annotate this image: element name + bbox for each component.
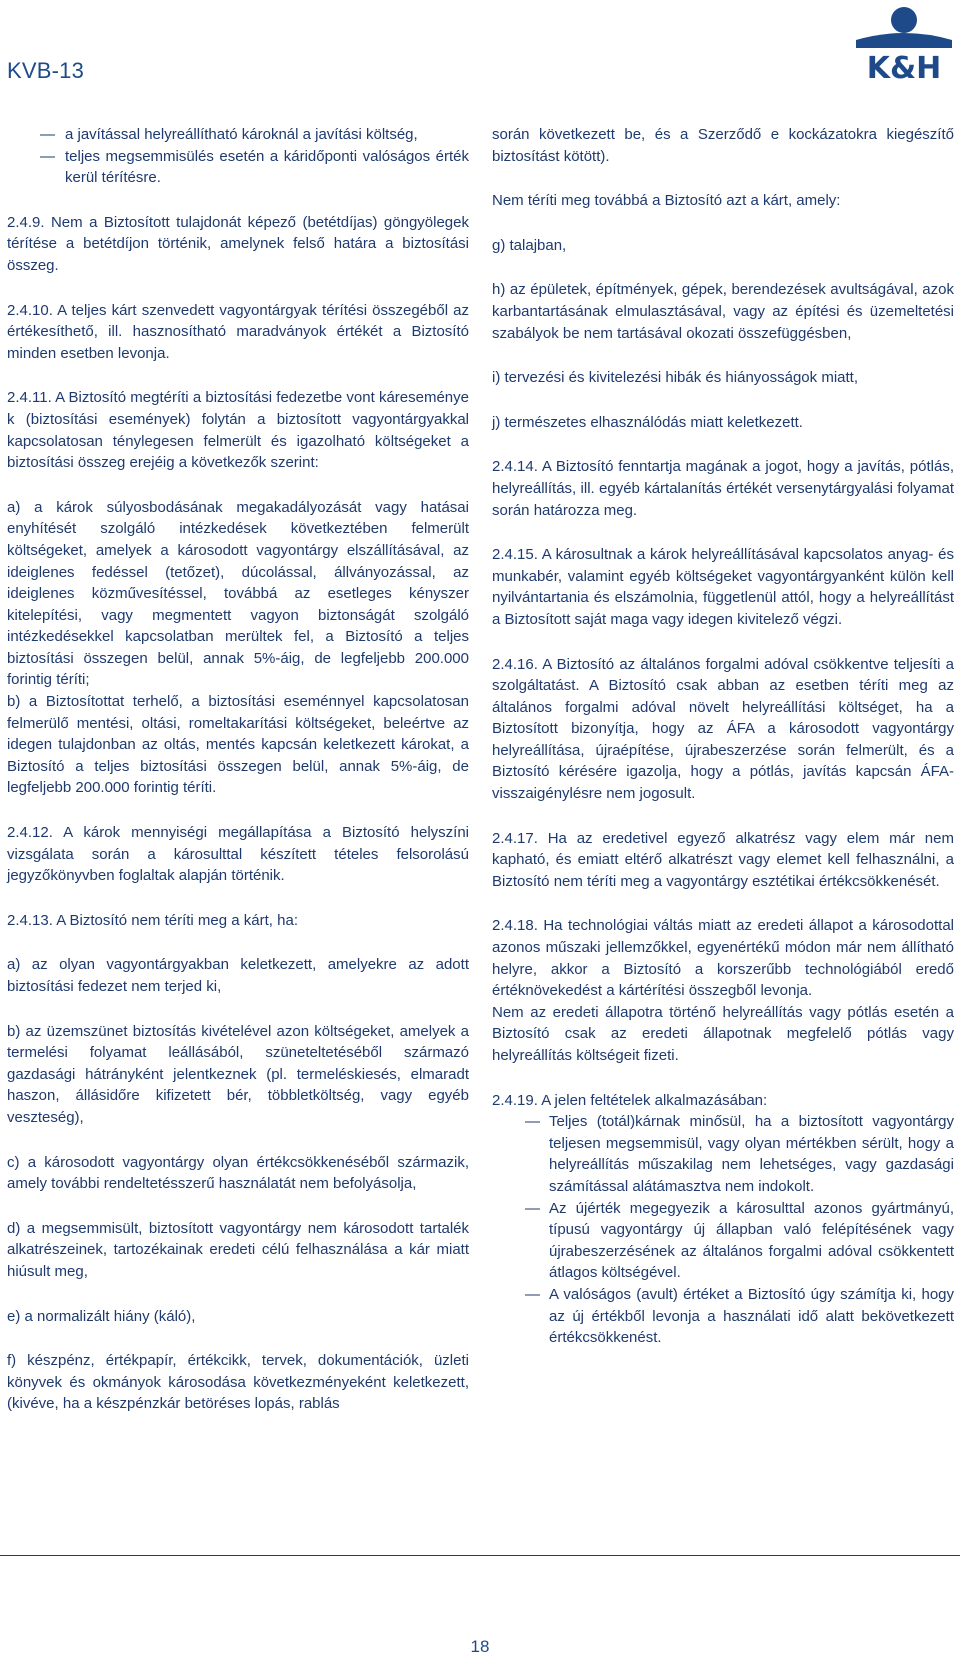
- paragraph-2-4-19: 2.4.19. A jelen feltételek alkalmazásában:: [492, 1091, 768, 1109]
- paragraph-2-4-13: 2.4.13. A Biztosító nem téríti meg a kárt, ha:: [7, 911, 298, 929]
- exclusion-item-e: e) a normalizált hiány (káló),: [7, 1307, 196, 1325]
- page-number: 18: [470, 1637, 490, 1656]
- exclusion-item-b: b) az üzemszünet biztosítás kivételével azon költségeket, amelyek a termelési folyamat leállásából, szüneteltetéséből származó gazdasági hátrányként jelentkeznek (pl. termeléskiesés, elmaradt haszon, állásidőre kifizetett bér, többletköltség, vagy egyéb veszteség),: [7, 1022, 469, 1126]
- exclusion-item-h: h) az épületek, építmények, gépek, berendezések avultságával, azok karbantartásának elmulasztásával, vagy az építési és üzemeltetési szabályok be nem tartásával okozati összefüggésben,: [492, 281, 954, 342]
- exclusion-intro: Nem téríti meg továbbá a Biztosító azt a kárt, amely:: [492, 192, 841, 210]
- paragraph-2-4-11-a: a) a károk súlyosbodásának megakadályozását vagy hatásai enyhítését szolgáló intézkedések következtében felmerült költségeket, amelyek a károsodott vagyontárgy elszállításával, az ideiglenes fedéssel (tetőzet), dúcolással, állványozással, az ideiglenes közművesítéssel, továbbá az esetleges kényszer kitelepítési, vagy megmentett vagyon biztonságát szolgáló intézkedésekkel kapcsolatban merültek fel, a Biztosító a teljes biztosítási összegen belül, annak 5%-áig, de legfeljebb 200.000 forintig téríti;: [7, 498, 469, 689]
- paragraph-2-4-9: 2.4.9. Nem a Biztosított tulajdonát képező (betétdíjas) göngyölegek térítése a betétdíjon történik, amelynek felső határa a biztosítási összeg.: [7, 213, 469, 274]
- document-code: KVB-13: [7, 58, 85, 83]
- list-item: — Az újérték megegyezik a károsulttal azonos gyártmányú, típusú vagyontárgy új állapban való felépítésének vagy újrabeszerzésének az általános forgalmi adóval csökkentett átlagos költségével.: [492, 1198, 954, 1284]
- exclusion-item-f: f) készpénz, értékpapír, értékcikk, tervek, dokumentációk, üzleti könyvek és okmányok károsodása következményeként keletkezett, (kivéve, ha a készpénzkár betöréses lopás, rablás: [7, 1352, 469, 1413]
- footer-divider: [0, 1555, 960, 1556]
- paragraph-2-4-11: 2.4.11. A Biztosító megtéríti a biztosítási fedezetbe vont káreseménye k (biztosítási események) folytán a biztosított vagyontárgyakkal kapcsolatosan ténylegesen felmerült és igazolható költségeket a biztosítási összeg erejéig a következők szerint:: [7, 389, 469, 472]
- paragraph-2-4-17: 2.4.17. Ha az eredetivel egyező alkatrész vagy elem már nem kapható, és emiatt eltérő alkatrészt vagy elemet kell felhasználni, a Biztosító nem téríti meg a vagyontárgy esztétikai értékcsökkenését.: [492, 829, 954, 890]
- list-item: — Teljes (totál)kárnak minősül, ha a biztosított vagyontárgy teljesen megsemmisül, vagy olyan mértékben sérült, hogy a helyreállítás műszakilag nem lehetséges, vagy gazdasági számítással alátámasztva nem indokolt.: [492, 1111, 954, 1197]
- kh-logo: [852, 2, 956, 84]
- left-column: [7, 124, 469, 1415]
- paragraph-2-4-15: 2.4.15. A károsultnak a károk helyreállításával kapcsolatos anyag- és munkabér, valamint egyéb költségeket vagyontárgyanként külön kell nyilvántartania és elszámolnia, függetlenül attól, hogy a helyreállítást a Biztosított saját maga vagy idegen kivitelező végzi.: [492, 546, 954, 628]
- dash-list-top: [7, 124, 469, 189]
- kh-logo-icon: [852, 2, 956, 84]
- paragraph-2-4-14: 2.4.14. A Biztosító fenntartja magának a jogot, hogy a javítás, pótlás, helyreállítás, ill. egyéb kártalanítás értékét versenytárgyalási folyamat során határozza meg.: [492, 458, 954, 519]
- exclusion-item-i: i) tervezési és kivitelezési hibák és hiányosságok miatt,: [492, 369, 858, 387]
- list-item: — A valóságos (avult) értéket a Biztosító úgy számítja ki, hogy az új értékből levonja a használati idő alatt bekövetkezett értékcsökkenést.: [492, 1284, 954, 1349]
- exclusion-item-g: g) talajban,: [492, 236, 567, 254]
- paragraph-2-4-18-second: Nem az eredeti állapotra történő helyreállítás vagy pótlás esetén a Biztosító csak az eredeti állapotnak megfelelő pótlás vagy helyreállítás költségeit fizeti.: [492, 1003, 954, 1064]
- exclusion-item-j: j) természetes elhasználódás miatt keletkezett.: [492, 413, 803, 431]
- paragraph-2-4-12: 2.4.12. A károk mennyiségi megállapítása a Biztosító helyszíni vizsgálata során a károsulttal készített tételes felsorolású jegyzőkönyvben foglaltak alapján történik.: [7, 824, 469, 885]
- list-item: — a javítással helyreállítható károknál a javítási költség,: [7, 124, 469, 146]
- paragraph-2-4-10: 2.4.10. A teljes kárt szenvedett vagyontárgyak térítési összegéből az értékesíthető, ill. hasznosítható maradványok értékét a Biztosító minden esetben levonja.: [7, 301, 469, 362]
- list-item: — teljes megsemmisülés esetén a káridőponti valóságos érték kerül térítésre.: [7, 146, 469, 189]
- dash-list-2-4-19: [492, 1111, 954, 1349]
- exclusion-item-c: c) a károsodott vagyontárgy olyan értékcsökkenéséből származik, amely további rendeltetésszerű használatát nem befolyásolja,: [7, 1153, 469, 1193]
- paragraph-2-4-16: 2.4.16. A Biztosító az általános forgalmi adóval csökkentve teljesíti a szolgáltatást. A Biztosító csak abban az esetben téríti meg az általános forgalmi adóval növelt helyreállítási költséget, ha a Biztosított bizonyítja, hogy az ÁFA a károsodott vagyontárgy helyreállítása, újraépítése, újrabeszerzése során felmerült, és a Biztosító kérésére igazolja, hogy a pótlás, javítás kapcsán ÁFA-visszaigénylésre nem jogosult.: [492, 655, 954, 803]
- exclusion-item-a: a) az olyan vagyontárgyakban keletkezett, amelyekre az adott biztosítási fedezet nem terjed ki,: [7, 956, 469, 995]
- continuation-text: során következett be, és a Szerződő e kockázatokra kiegészítő biztosítást kötött).: [492, 126, 954, 165]
- exclusion-item-d: d) a megsemmisült, biztosított vagyontárgy nem károsodott tartalék alkatrészeinek, tartozékainak eredeti célú felhasználása a kár miatt hiúsult meg,: [7, 1219, 469, 1280]
- right-column: [492, 124, 954, 1372]
- paragraph-2-4-18: 2.4.18. Ha technológiai váltás miatt az eredeti állapot a károsodottal azonos műszaki jellemzőkkel, egyenértékű módon már nem állítható helyre, akkor a Biztosító a korszerűbb technológiából eredő értéknövekedést a kártérítési összegből levonja.: [492, 917, 954, 1000]
- paragraph-2-4-11-b: b) a Biztosítottat terhelő, a biztosítási eseménnyel kapcsolatosan felmerülő mentési, oltási, romeltakarítási költségeket, beleértve az idegen tulajdonban az oltás, mentés kapcsán keletkezett károkat, a Biztosító a teljes biztosítási összegen belül, annak 5%-áig, de legfeljebb 200.000 forintig téríti.: [7, 693, 469, 797]
- logo-text: K&H: [866, 51, 942, 84]
